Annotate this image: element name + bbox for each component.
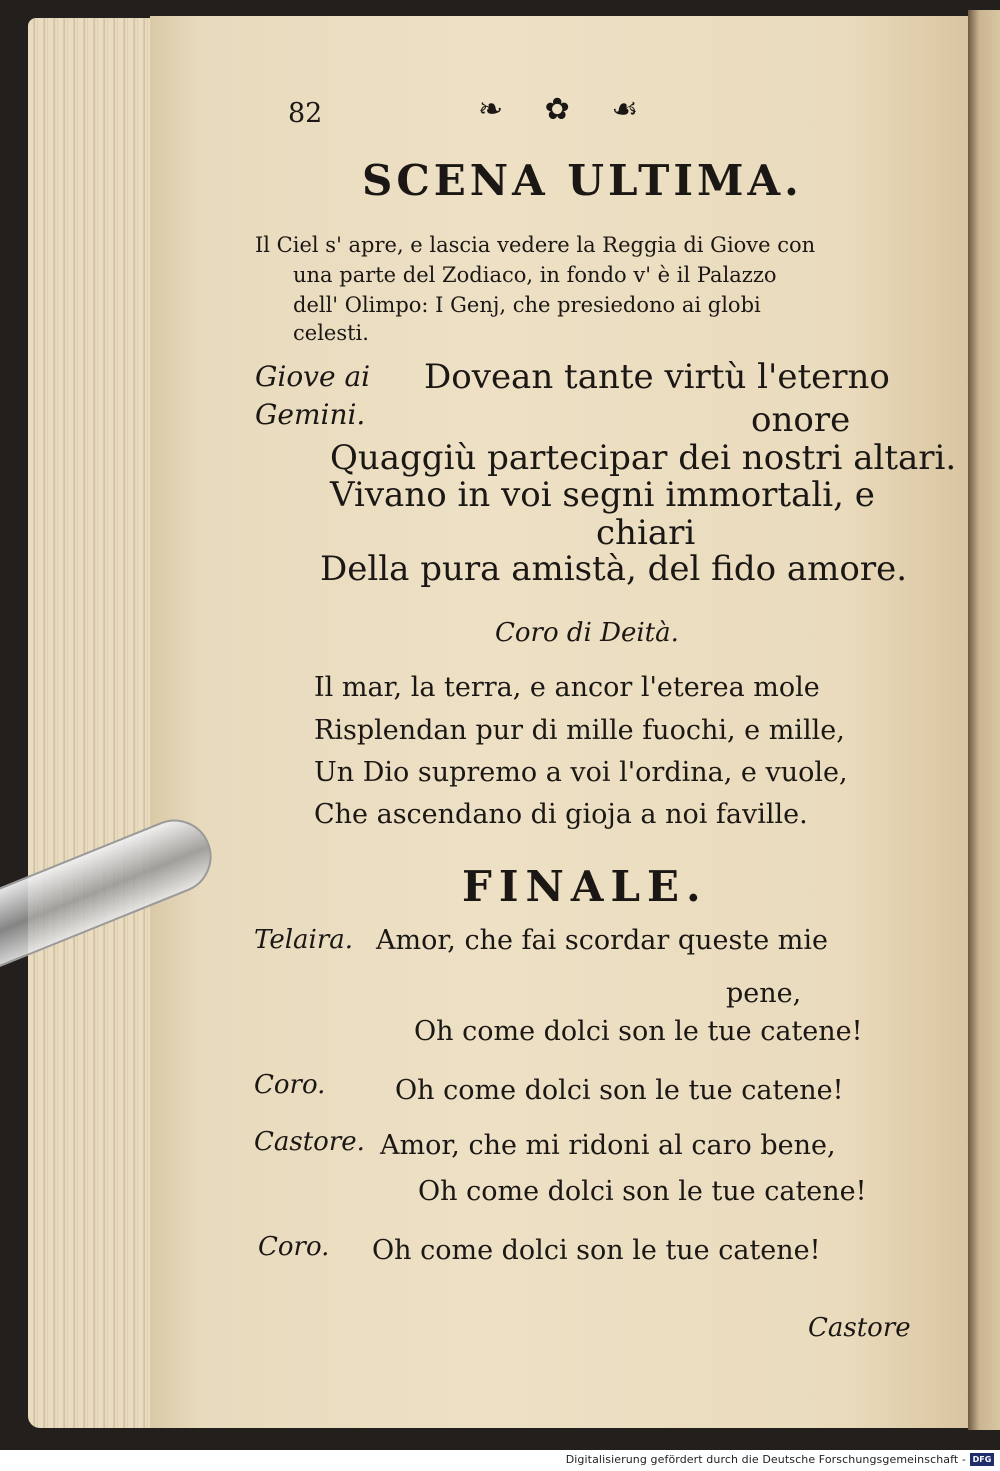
speaker-castore: Castore. (254, 1127, 365, 1157)
footer-bar (0, 1450, 1000, 1471)
facing-page-edge (968, 10, 1000, 1430)
verse-line: Il mar, la terra, e ancor l'eterea mole (314, 672, 820, 703)
speaker-gemini: Gemini. (255, 398, 366, 431)
coro-heading: Coro di Deità. (495, 618, 679, 648)
finale-title: FINALE. (462, 862, 708, 911)
verse-line: Oh come dolci son le tue catene! (372, 1235, 821, 1266)
verse-line: Della pura amistà, del fido amore. (320, 549, 908, 589)
speaker-coro: Coro. (258, 1232, 330, 1262)
book-page-edges (28, 18, 168, 1428)
stage-line: celesti. (293, 321, 369, 345)
speaker-giove: Giove ai (255, 360, 371, 393)
verse-line: Dovean tante virtù l'eterno (424, 357, 890, 397)
speaker-coro: Coro. (254, 1070, 326, 1100)
speaker-telaira: Telaira. (254, 925, 354, 955)
stage-line: Il Ciel s' apre, e lascia vedere la Reggia di Giove con (255, 233, 816, 257)
verse-line: Che ascendano di gioja a noi faville. (314, 799, 808, 830)
verse-line: Risplendan pur di mille fuochi, e mille, (314, 715, 845, 746)
verse-line: Un Dio supremo a voi l'ordina, e vuole, (314, 757, 848, 788)
page-number: 82 (288, 98, 323, 129)
verse-line: Quaggiù partecipar dei nostri altari. (330, 438, 957, 478)
verse-line: chiari (596, 513, 696, 553)
verse-line: Oh come dolci son le tue catene! (418, 1176, 867, 1207)
verse-line: Amor, che fai scordar queste mie (376, 925, 828, 956)
verse-line: Amor, che mi ridoni al caro bene, (380, 1130, 836, 1161)
verse-line: Vivano in voi segni immortali, e (330, 475, 875, 515)
digitization-credit: Digitalisierung gefördert durch die Deutsche Forschungsgemeinschaft - (565, 1453, 966, 1466)
catchword: Castore (808, 1313, 911, 1343)
dfg-logo-icon: DFG (970, 1453, 994, 1466)
verse-line: onore (751, 400, 851, 440)
verse-line: Oh come dolci son le tue catene! (395, 1075, 844, 1106)
stage-line: dell' Olimpo: I Genj, che presiedono ai globi (293, 293, 761, 317)
verse-line: pene, (726, 978, 802, 1009)
stage-line: una parte del Zodiaco, in fondo v' è il Palazzo (293, 263, 777, 287)
verse-line: Oh come dolci son le tue catene! (414, 1016, 863, 1047)
scene-title: SCENA ULTIMA. (362, 156, 803, 205)
ornament-icon: ❧ ✿ ☙ (478, 92, 655, 127)
